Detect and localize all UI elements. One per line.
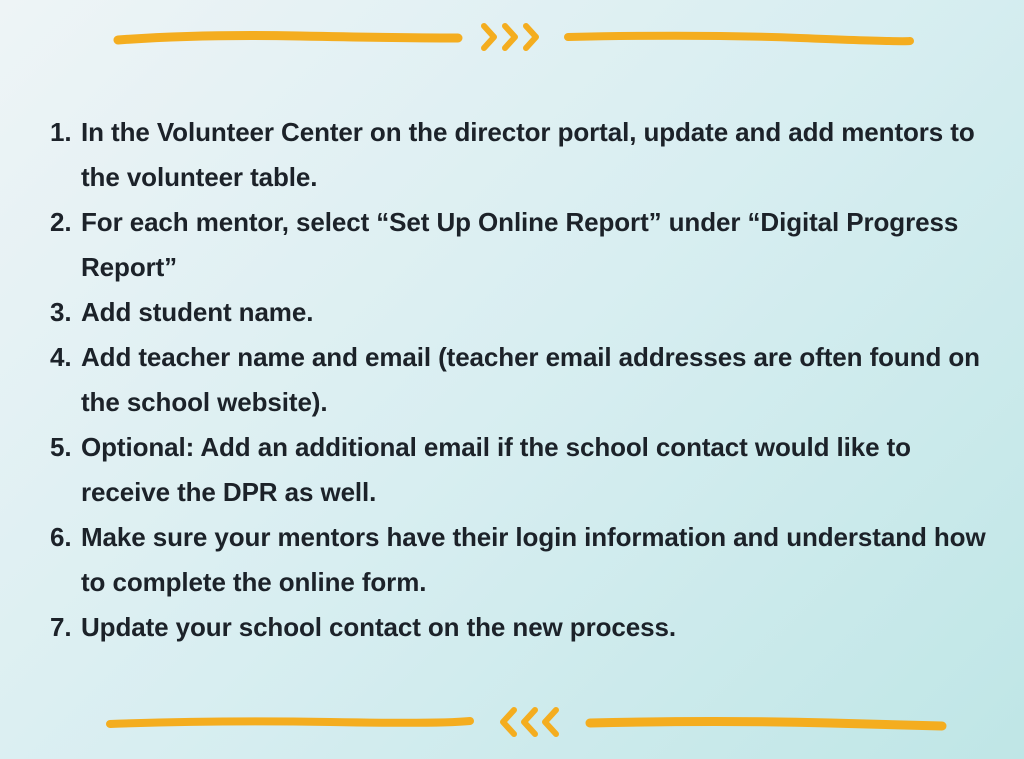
step-3 — [50, 290, 1000, 335]
step-6 — [50, 515, 1000, 605]
step-text: For each mentor, select “Set Up Online Report” under “Digital Progress Report” — [81, 207, 959, 282]
top-banner-graphic — [0, 16, 1024, 56]
double-left-chevron-icon — [503, 710, 556, 734]
step-text: Add student name. — [81, 297, 314, 327]
step-number: 1. — [50, 117, 72, 147]
step-4 — [50, 335, 1000, 425]
step-text: Optional: Add an additional email if the school contact would like to receive the DPR as well. — [81, 432, 911, 507]
step-7 — [50, 605, 1000, 650]
double-right-chevron-icon — [484, 26, 536, 48]
top-left-brush-stroke — [118, 36, 458, 41]
step-number: 2. — [50, 207, 72, 237]
step-number: 6. — [50, 522, 72, 552]
bottom-left-brush-stroke — [110, 721, 470, 724]
step-number: 7. — [50, 612, 72, 642]
bottom-right-brush-stroke — [590, 722, 942, 727]
step-text: Add teacher name and email (teacher email addresses are often found on the school website). — [81, 342, 980, 417]
top-right-brush-stroke — [568, 36, 910, 41]
step-5 — [50, 425, 1000, 515]
step-number: 4. — [50, 342, 72, 372]
step-number: 5. — [50, 432, 72, 462]
step-2 — [50, 200, 1000, 290]
step-text: Make sure your mentors have their login information and understand how to complete the online form. — [81, 522, 986, 597]
top-banner — [0, 16, 1024, 56]
step-number: 3. — [50, 297, 72, 327]
step-1 — [50, 110, 1000, 200]
bottom-banner-graphic — [0, 702, 1024, 742]
instruction-list — [50, 110, 1000, 650]
step-text: In the Volunteer Center on the director portal, update and add mentors to the volunteer table. — [81, 117, 975, 192]
step-text: Update your school contact on the new process. — [81, 612, 676, 642]
bottom-banner — [0, 702, 1024, 742]
